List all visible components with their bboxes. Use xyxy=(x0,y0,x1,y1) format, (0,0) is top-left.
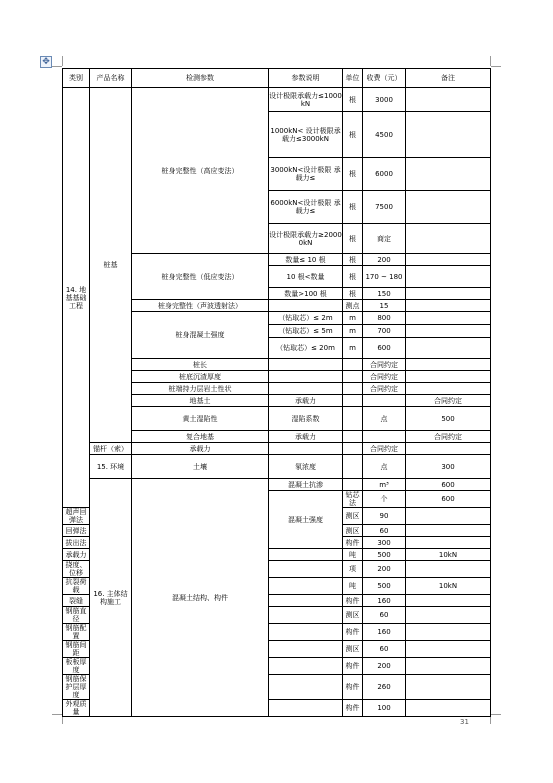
unit-cell: 构件 xyxy=(343,624,363,641)
fee-cell: 200 xyxy=(363,658,406,675)
desc-cell xyxy=(269,595,343,607)
fee-cell: 500 xyxy=(363,549,406,561)
category-cell: 14. 地基基础工程 xyxy=(63,88,90,508)
note-cell xyxy=(406,624,491,641)
table-row xyxy=(63,479,491,491)
fee-cell: 200 xyxy=(363,561,406,578)
unit-cell xyxy=(363,431,406,443)
param-cell: 承载力 xyxy=(269,395,343,407)
header-param: 检测参数 xyxy=(132,69,269,88)
note-cell: 10kN xyxy=(406,549,491,561)
unit-cell xyxy=(343,443,363,455)
desc-cell: 钻芯法 xyxy=(343,491,363,508)
category-cell: 16. 主体结构施工 xyxy=(90,479,132,717)
unit-cell: 测点 xyxy=(343,300,363,312)
fee-cell: 800 xyxy=(363,312,406,325)
fee-cell: 150 xyxy=(363,288,406,300)
note-cell xyxy=(406,700,491,717)
unit-cell: 吨 xyxy=(343,578,363,595)
desc-cell xyxy=(343,479,363,491)
fee-cell: 600 xyxy=(406,479,491,491)
fee-cell: 260 xyxy=(363,675,406,700)
fee-cell: 170 ~ 180 xyxy=(363,266,406,288)
page-number: 31 xyxy=(460,718,469,726)
fee-cell: 300 xyxy=(406,455,491,479)
unit-cell: 构件 xyxy=(343,537,363,549)
desc-cell xyxy=(269,641,343,658)
unit-cell: 根 xyxy=(343,191,363,224)
header-desc: 参数说明 xyxy=(269,69,343,88)
fee-table xyxy=(62,68,491,717)
note-cell xyxy=(406,191,491,224)
unit-cell: 项 xyxy=(343,561,363,578)
unit-cell: 点 xyxy=(363,407,406,431)
note-cell xyxy=(406,508,491,525)
unit-cell: 根 xyxy=(343,112,363,158)
desc-cell xyxy=(269,549,343,561)
param-cell: 湿陷系数 xyxy=(269,407,343,431)
desc-cell: 数量≤ 10 根 xyxy=(269,254,343,266)
note-cell xyxy=(406,359,491,371)
desc-cell: 设计极限承载力≥20000kN xyxy=(269,224,343,254)
unit-cell: 个 xyxy=(363,491,406,508)
note-cell xyxy=(406,641,491,658)
note-cell xyxy=(406,443,491,455)
param-cell: 混凝土强度 xyxy=(269,491,343,549)
param-cell: 挠度、位移 xyxy=(63,561,90,578)
desc-cell xyxy=(269,658,343,675)
fee-cell: 600 xyxy=(363,338,406,359)
note-cell xyxy=(406,383,491,395)
unit-cell: 构件 xyxy=(343,675,363,700)
unit-cell xyxy=(363,395,406,407)
fee-cell: 300 xyxy=(363,537,406,549)
unit-cell: m³ xyxy=(363,479,406,491)
table-move-handle-icon[interactable]: ✥ xyxy=(40,56,52,68)
crop-mark xyxy=(490,56,491,66)
unit-cell: 构件 xyxy=(343,658,363,675)
unit-cell: 测区 xyxy=(343,607,363,624)
desc-cell: （钻取芯）≤ 20m xyxy=(269,338,343,359)
fee-cell: 4500 xyxy=(363,112,406,158)
product-cell: 锚杆（索） xyxy=(90,443,132,455)
note-cell xyxy=(406,300,491,312)
param-cell: 裂缝 xyxy=(63,595,90,607)
note-cell xyxy=(406,254,491,266)
desc-cell: （钻取芯）≤ 2m xyxy=(269,312,343,325)
param-cell: 抗裂荷载 xyxy=(63,578,90,595)
fee-cell: 7500 xyxy=(363,191,406,224)
note-cell xyxy=(406,338,491,359)
param-cell: 外观质量 xyxy=(63,700,90,717)
desc-cell xyxy=(269,700,343,717)
param-cell: 钢筋间距 xyxy=(63,641,90,658)
note-cell xyxy=(406,525,491,537)
product-cell: 复合地基 xyxy=(132,431,269,443)
note-cell xyxy=(406,112,491,158)
product-cell: 黄土湿陷性 xyxy=(132,407,269,431)
note-cell xyxy=(406,537,491,549)
param-cell: 钢筋配置 xyxy=(63,624,90,641)
note-cell xyxy=(406,158,491,191)
desc-cell: 6000kN<设计极限 承载力≤ xyxy=(269,191,343,224)
crop-mark xyxy=(52,714,62,715)
desc-cell: （钻取芯）≤ 5m xyxy=(269,325,343,338)
note-cell: 10kN xyxy=(406,578,491,595)
desc-cell xyxy=(269,359,343,371)
desc-cell: 1000kN< 设计极限承载力≤3000kN xyxy=(269,112,343,158)
param-cell: 承载力 xyxy=(132,443,269,455)
note-cell xyxy=(406,325,491,338)
note-cell xyxy=(406,288,491,300)
fee-cell: 合同约定 xyxy=(363,383,406,395)
fee-cell: 200 xyxy=(363,254,406,266)
fee-cell: 160 xyxy=(363,624,406,641)
unit-cell: 根 xyxy=(343,158,363,191)
param-cell: 承载力 xyxy=(269,431,343,443)
category-cell: 15. 环境 xyxy=(90,455,132,479)
fee-cell: 500 xyxy=(406,407,491,431)
note-cell xyxy=(406,675,491,700)
unit-cell: 构件 xyxy=(343,700,363,717)
fee-cell: 商定 xyxy=(363,224,406,254)
fee-cell: 合同约定 xyxy=(363,371,406,383)
fee-cell: 160 xyxy=(363,595,406,607)
param-cell: 桩底沉渣厚度 xyxy=(132,371,269,383)
fee-cell: 600 xyxy=(406,491,491,508)
fee-cell: 3000 xyxy=(363,88,406,112)
unit-cell: 测区 xyxy=(343,525,363,537)
note-cell xyxy=(406,88,491,112)
fee-cell: 700 xyxy=(363,325,406,338)
param-cell: 桩身完整性（声波透射法） xyxy=(132,300,269,312)
fee-cell: 60 xyxy=(363,525,406,537)
unit-cell xyxy=(343,371,363,383)
fee-cell: 90 xyxy=(363,508,406,525)
note-cell xyxy=(406,595,491,607)
table-row xyxy=(63,455,491,479)
param-cell: 混凝土抗渗 xyxy=(269,479,343,491)
unit-cell: 测区 xyxy=(343,641,363,658)
note-cell xyxy=(406,658,491,675)
fee-cell: 合同约定 xyxy=(363,359,406,371)
unit-cell: 根 xyxy=(343,288,363,300)
fee-cell: 合同约定 xyxy=(406,431,491,443)
note-cell xyxy=(406,607,491,624)
unit-cell: 根 xyxy=(343,254,363,266)
desc-cell: 3000kN<设计极限 承载力≤ xyxy=(269,158,343,191)
table-header-row xyxy=(63,69,491,88)
product-cell: 混凝土结构、构件 xyxy=(132,479,269,717)
note-cell xyxy=(406,266,491,288)
crop-mark xyxy=(491,66,501,67)
desc-cell xyxy=(269,443,343,455)
desc-cell: 回弹法 xyxy=(63,525,90,537)
header-unit: 单位 xyxy=(343,69,363,88)
fee-cell: 100 xyxy=(363,700,406,717)
param-cell: 氡浓度 xyxy=(269,455,343,479)
note-cell xyxy=(406,561,491,578)
desc-cell xyxy=(269,300,343,312)
desc-cell xyxy=(269,675,343,700)
desc-cell xyxy=(343,407,363,431)
desc-cell xyxy=(269,578,343,595)
desc-cell: 拔出法 xyxy=(63,537,90,549)
desc-cell xyxy=(343,455,363,479)
unit-cell: 吨 xyxy=(343,549,363,561)
desc-cell: 超声回弹法 xyxy=(63,508,90,525)
param-cell: 桩长 xyxy=(132,359,269,371)
desc-cell: 设计极限承载力≤1000kN xyxy=(269,88,343,112)
unit-cell xyxy=(343,359,363,371)
crop-mark xyxy=(62,56,63,66)
note-cell xyxy=(406,224,491,254)
fee-cell: 合同约定 xyxy=(406,395,491,407)
desc-cell xyxy=(269,607,343,624)
product-cell: 桩基 xyxy=(90,88,132,443)
unit-cell: 测区 xyxy=(343,508,363,525)
fee-cell: 60 xyxy=(363,641,406,658)
product-cell: 土壤 xyxy=(132,455,269,479)
table-row xyxy=(63,88,491,112)
note-cell xyxy=(406,371,491,383)
unit-cell xyxy=(343,383,363,395)
crop-mark xyxy=(491,714,501,715)
fee-cell: 15 xyxy=(363,300,406,312)
unit-cell: m xyxy=(343,325,363,338)
crop-mark xyxy=(52,66,62,67)
desc-cell xyxy=(269,561,343,578)
fee-cell: 500 xyxy=(363,578,406,595)
param-cell: 钢筋保护层厚度 xyxy=(63,675,90,700)
fee-cell: 合同约定 xyxy=(363,443,406,455)
param-cell: 钢筋直径 xyxy=(63,607,90,624)
param-cell: 桩身完整性（低应变法） xyxy=(132,254,269,300)
header-product: 产品名称 xyxy=(90,69,132,88)
header-fee: 收费（元） xyxy=(363,69,406,88)
unit-cell: m xyxy=(343,312,363,325)
desc-cell: 数量>100 根 xyxy=(269,288,343,300)
note-cell xyxy=(406,312,491,325)
desc-cell xyxy=(343,395,363,407)
param-cell: 承载力 xyxy=(63,549,90,561)
fee-cell: 6000 xyxy=(363,158,406,191)
unit-cell: 点 xyxy=(363,455,406,479)
param-cell: 桩身混凝土强度 xyxy=(132,312,269,359)
desc-cell: 10 根<数量 xyxy=(269,266,343,288)
unit-cell: 根 xyxy=(343,224,363,254)
param-cell: 桩身完整性（高应变法） xyxy=(132,88,269,254)
unit-cell: 构件 xyxy=(343,595,363,607)
header-note: 备注 xyxy=(406,69,491,88)
header-category: 类别 xyxy=(63,69,90,88)
param-cell: 桩端持力层岩土性状 xyxy=(132,383,269,395)
table-row xyxy=(63,443,491,455)
unit-cell: 根 xyxy=(343,88,363,112)
fee-cell: 60 xyxy=(363,607,406,624)
desc-cell xyxy=(269,371,343,383)
unit-cell: 根 xyxy=(343,266,363,288)
product-cell: 地基土 xyxy=(132,395,269,407)
desc-cell xyxy=(269,624,343,641)
unit-cell: m xyxy=(343,338,363,359)
desc-cell xyxy=(343,431,363,443)
desc-cell xyxy=(269,383,343,395)
param-cell: 板板厚度 xyxy=(63,658,90,675)
